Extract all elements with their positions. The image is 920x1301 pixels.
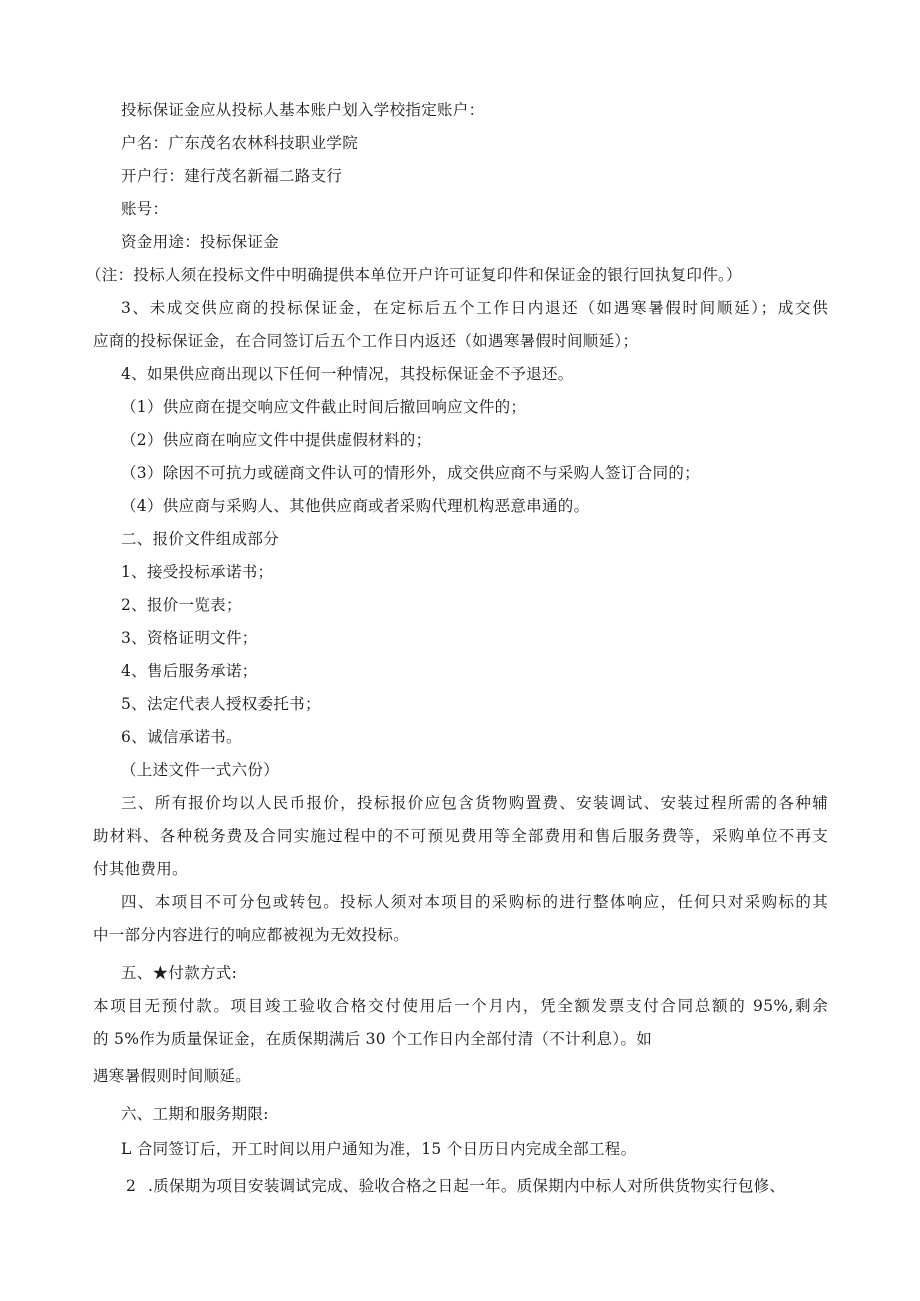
forfeit-item: （1）供应商在提交响应文件截止时间后撤回响应文件的； (121, 398, 527, 416)
forfeit-item: （2）供应商在响应文件中提供虚假材料的； (121, 431, 432, 449)
section5-line-1: 本项目无预付款。项目竣工验收合格交付使用后一个月内，凭全额发票支付合同总额的 95%,剩余 (93, 997, 828, 1015)
account-name: 户名：广东茂名农林科技职业学院 (121, 134, 359, 152)
section5-line-3: 遇寒暑假则时间顺延。 (93, 1067, 252, 1085)
bank-name: 开户行：建行茂名新福二路支行 (121, 167, 343, 185)
section6-item-2-text: .质保期为项目安装调试完成、验收合格之日起一年。质保期内中标人对所供货物实行包修、 (148, 1177, 786, 1195)
section2-item: 6、诚信承诺书。 (121, 728, 242, 746)
section3-line-2: 助材料、各种税务费及合同实施过程中的不可预见费用等全部费用和售后服务费等，采购单位不再支 (93, 827, 828, 845)
section6-item-1: L 合同签订后，开工时间以用户通知为准，15 个日历日内完成全部工程。 (121, 1140, 637, 1158)
account-number: 账号： (121, 200, 169, 218)
section2-item: 1、接受投标承诺书； (121, 563, 274, 581)
section6-item-2-number: 2 (126, 1177, 137, 1195)
section4-line-1: 四、本项目不可分包或转包。投标人须对本项目的采购标的进行整体响应，任何只对采购标的其 (121, 893, 828, 911)
section3-line-1: 三、所有报价均以人民币报价，投标报价应包含货物购置费、安装调试、安装过程所需的各种辅 (121, 794, 828, 812)
forfeit-item: （4）供应商与采购人、其他供应商或者采购代理机构恶意串通的。 (121, 497, 590, 515)
forfeit-heading: 4、如果供应商出现以下任何一种情况，其投标保证金不予退还。 (121, 365, 574, 383)
section5-heading: 五、★付款方式: (121, 964, 238, 982)
section2-item: 4、售后服务承诺； (121, 662, 258, 680)
deposit-note: （注：投标人须在投标文件中明确提供本单位开户许可证复印件和保证金的银行回执复印件。） (86, 266, 742, 284)
section2-item: 3、资格证明文件； (121, 629, 258, 647)
section3-line-3: 付其他费用。 (93, 860, 188, 878)
section6-heading: 六、工期和服务期限: (121, 1105, 269, 1123)
fund-purpose: 资金用途：投标保证金 (121, 233, 280, 251)
forfeit-item: （3）除因不可抗力或磋商文件认可的情形外，成交供应商不与采购人签订合同的； (121, 464, 700, 482)
deposit-intro: 投标保证金应从投标人基本账户划入学校指定账户： (121, 101, 485, 119)
refund-line-2: 应商的投标保证金，在合同签订后五个工作日内返还（如遇寒暑假时间顺延）； (93, 332, 639, 350)
section2-item: 5、法定代表人授权委托书； (121, 695, 321, 713)
section5-line-2: 的 5%作为质量保证金，在质保期满后 30 个工作日内全部付清（不计利息）。如 (93, 1030, 653, 1048)
section2-heading: 二、报价文件组成部分 (121, 530, 280, 548)
refund-line-1: 3、未成交供应商的投标保证金，在定标后五个工作日内退还（如遇寒暑假时间顺延）；成交供 (121, 299, 828, 317)
section2-note: （上述文件一式六份） (121, 761, 280, 779)
section4-line-2: 中一部分内容进行的响应都被视为无效投标。 (93, 926, 410, 944)
section2-item: 2、报价一览表； (121, 596, 242, 614)
